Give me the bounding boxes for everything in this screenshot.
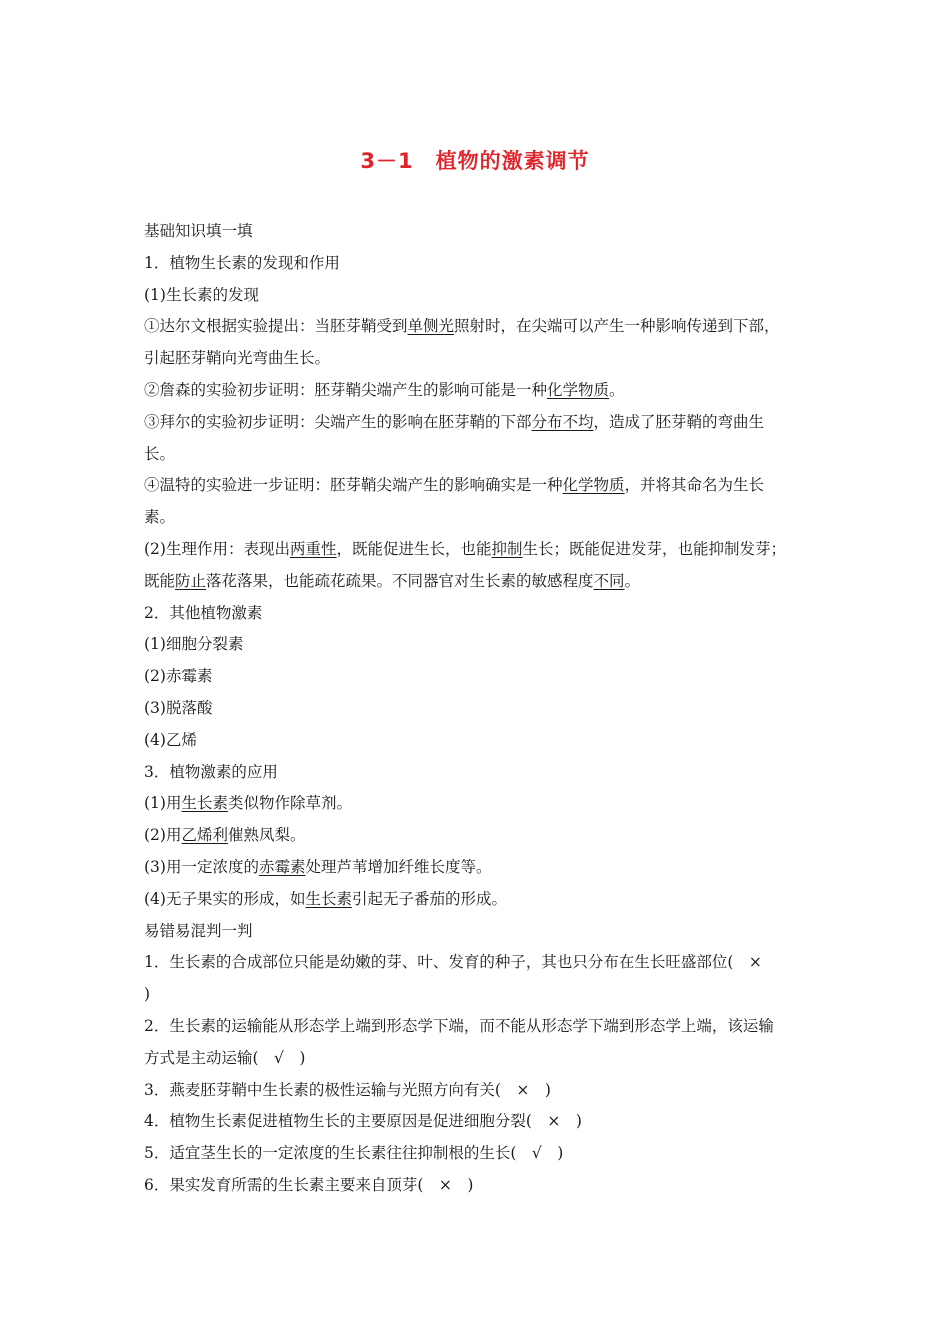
list-item: (1)用生长素类似物作除草剂。: [144, 794, 352, 813]
answer-blank: 乙烯利: [181, 826, 228, 845]
paragraph-line: 引起胚芽鞘向光弯曲生长。: [144, 349, 331, 368]
paragraph-line: ②詹森的实验初步证明：胚芽鞘尖端产生的影响可能是一种化学物质。: [144, 380, 625, 399]
page-title: 3－1 植物的激素调节: [360, 149, 590, 173]
answer-blank: 赤霉素: [258, 857, 306, 876]
document-body: [144, 216, 812, 1202]
paragraph-line: ④温特的实验进一步证明：胚芽鞘尖端产生的影响确实是一种化学物质，并将其命名为生长: [144, 476, 765, 495]
answer-blank: 防止: [175, 571, 207, 590]
answer-blank: 不同: [593, 571, 625, 590]
judgement-item: 5．适宜茎生长的一定浓度的生长素往往抑制根的生长( √ ): [144, 1144, 564, 1163]
answer-blank: 生长素: [305, 889, 352, 908]
answer-blank: 单侧光: [407, 317, 455, 336]
judgement-item: 3．燕麦胚芽鞘中生长素的极性运输与光照方向有关( × ): [144, 1080, 551, 1099]
answer-blank: 生长素: [181, 794, 228, 813]
paragraph-line: 长。: [144, 444, 176, 463]
section-heading: 易错易混判一判: [144, 921, 253, 940]
paragraph-line: ①达尔文根据实验提出：当胚芽鞘受到单侧光照射时，在尖端可以产生一种影响传递到下部，: [144, 317, 780, 336]
list-item: (3)用一定浓度的赤霉素处理芦苇增加纤维长度等。: [144, 857, 492, 876]
answer-blank: 两重性: [289, 539, 337, 558]
judgement-item: ): [144, 985, 151, 1004]
list-item: (4)乙烯: [144, 730, 197, 749]
section-title: 3．植物激素的应用: [144, 762, 278, 781]
list-item: (2)用乙烯利催熟凤梨。: [144, 826, 306, 845]
paragraph-line: (2)生理作用：表现出两重性，既能促进生长，也能抑制生长；既能促进发芽，也能抑制发芽；: [144, 539, 787, 558]
answer-blank: 抑制: [491, 539, 523, 558]
judgement-item: 2．生长素的运输能从形态学上端到形态学下端，而不能从形态学下端到形态学上端，该运输: [144, 1016, 774, 1035]
list-item: (3)脱落酸: [144, 698, 213, 717]
judgement-item: 1．生长素的合成部位只能是幼嫩的芽、叶、发育的种子，其也只分布在生长旺盛部位( ×: [144, 953, 762, 972]
paragraph-line: 素。: [144, 508, 176, 527]
section-title: 1．植物生长素的发现和作用: [144, 253, 340, 272]
answer-blank: 化学物质: [547, 380, 610, 399]
section-heading: 基础知识填一填: [144, 222, 253, 240]
list-item: (1)细胞分裂素: [144, 635, 244, 654]
paragraph-line: 既能防止落花落果，也能疏花疏果。不同器官对生长素的敏感程度不同。: [144, 571, 641, 590]
section-title: 2．其他植物激素: [144, 603, 263, 622]
list-item: (2)赤霉素: [144, 667, 213, 686]
answer-blank: 化学物质: [562, 476, 625, 495]
paragraph-line: ③拜尔的实验初步证明：尖端产生的影响在胚芽鞘的下部分布不均，造成了胚芽鞘的弯曲生: [144, 412, 765, 431]
subsection-title: (1)生长素的发现: [144, 285, 259, 304]
judgement-item: 6．果实发育所需的生长素主要来自顶芽( × ): [144, 1175, 474, 1194]
judgement-item: 4．植物生长素促进植物生长的主要原因是促进细胞分裂( × ): [144, 1112, 582, 1131]
judgement-item: 方式是主动运输( √ ): [144, 1048, 306, 1067]
answer-blank: 分布不均: [531, 412, 594, 431]
list-item: (4)无子果实的形成，如生长素引起无子番茄的形成。: [144, 889, 507, 908]
